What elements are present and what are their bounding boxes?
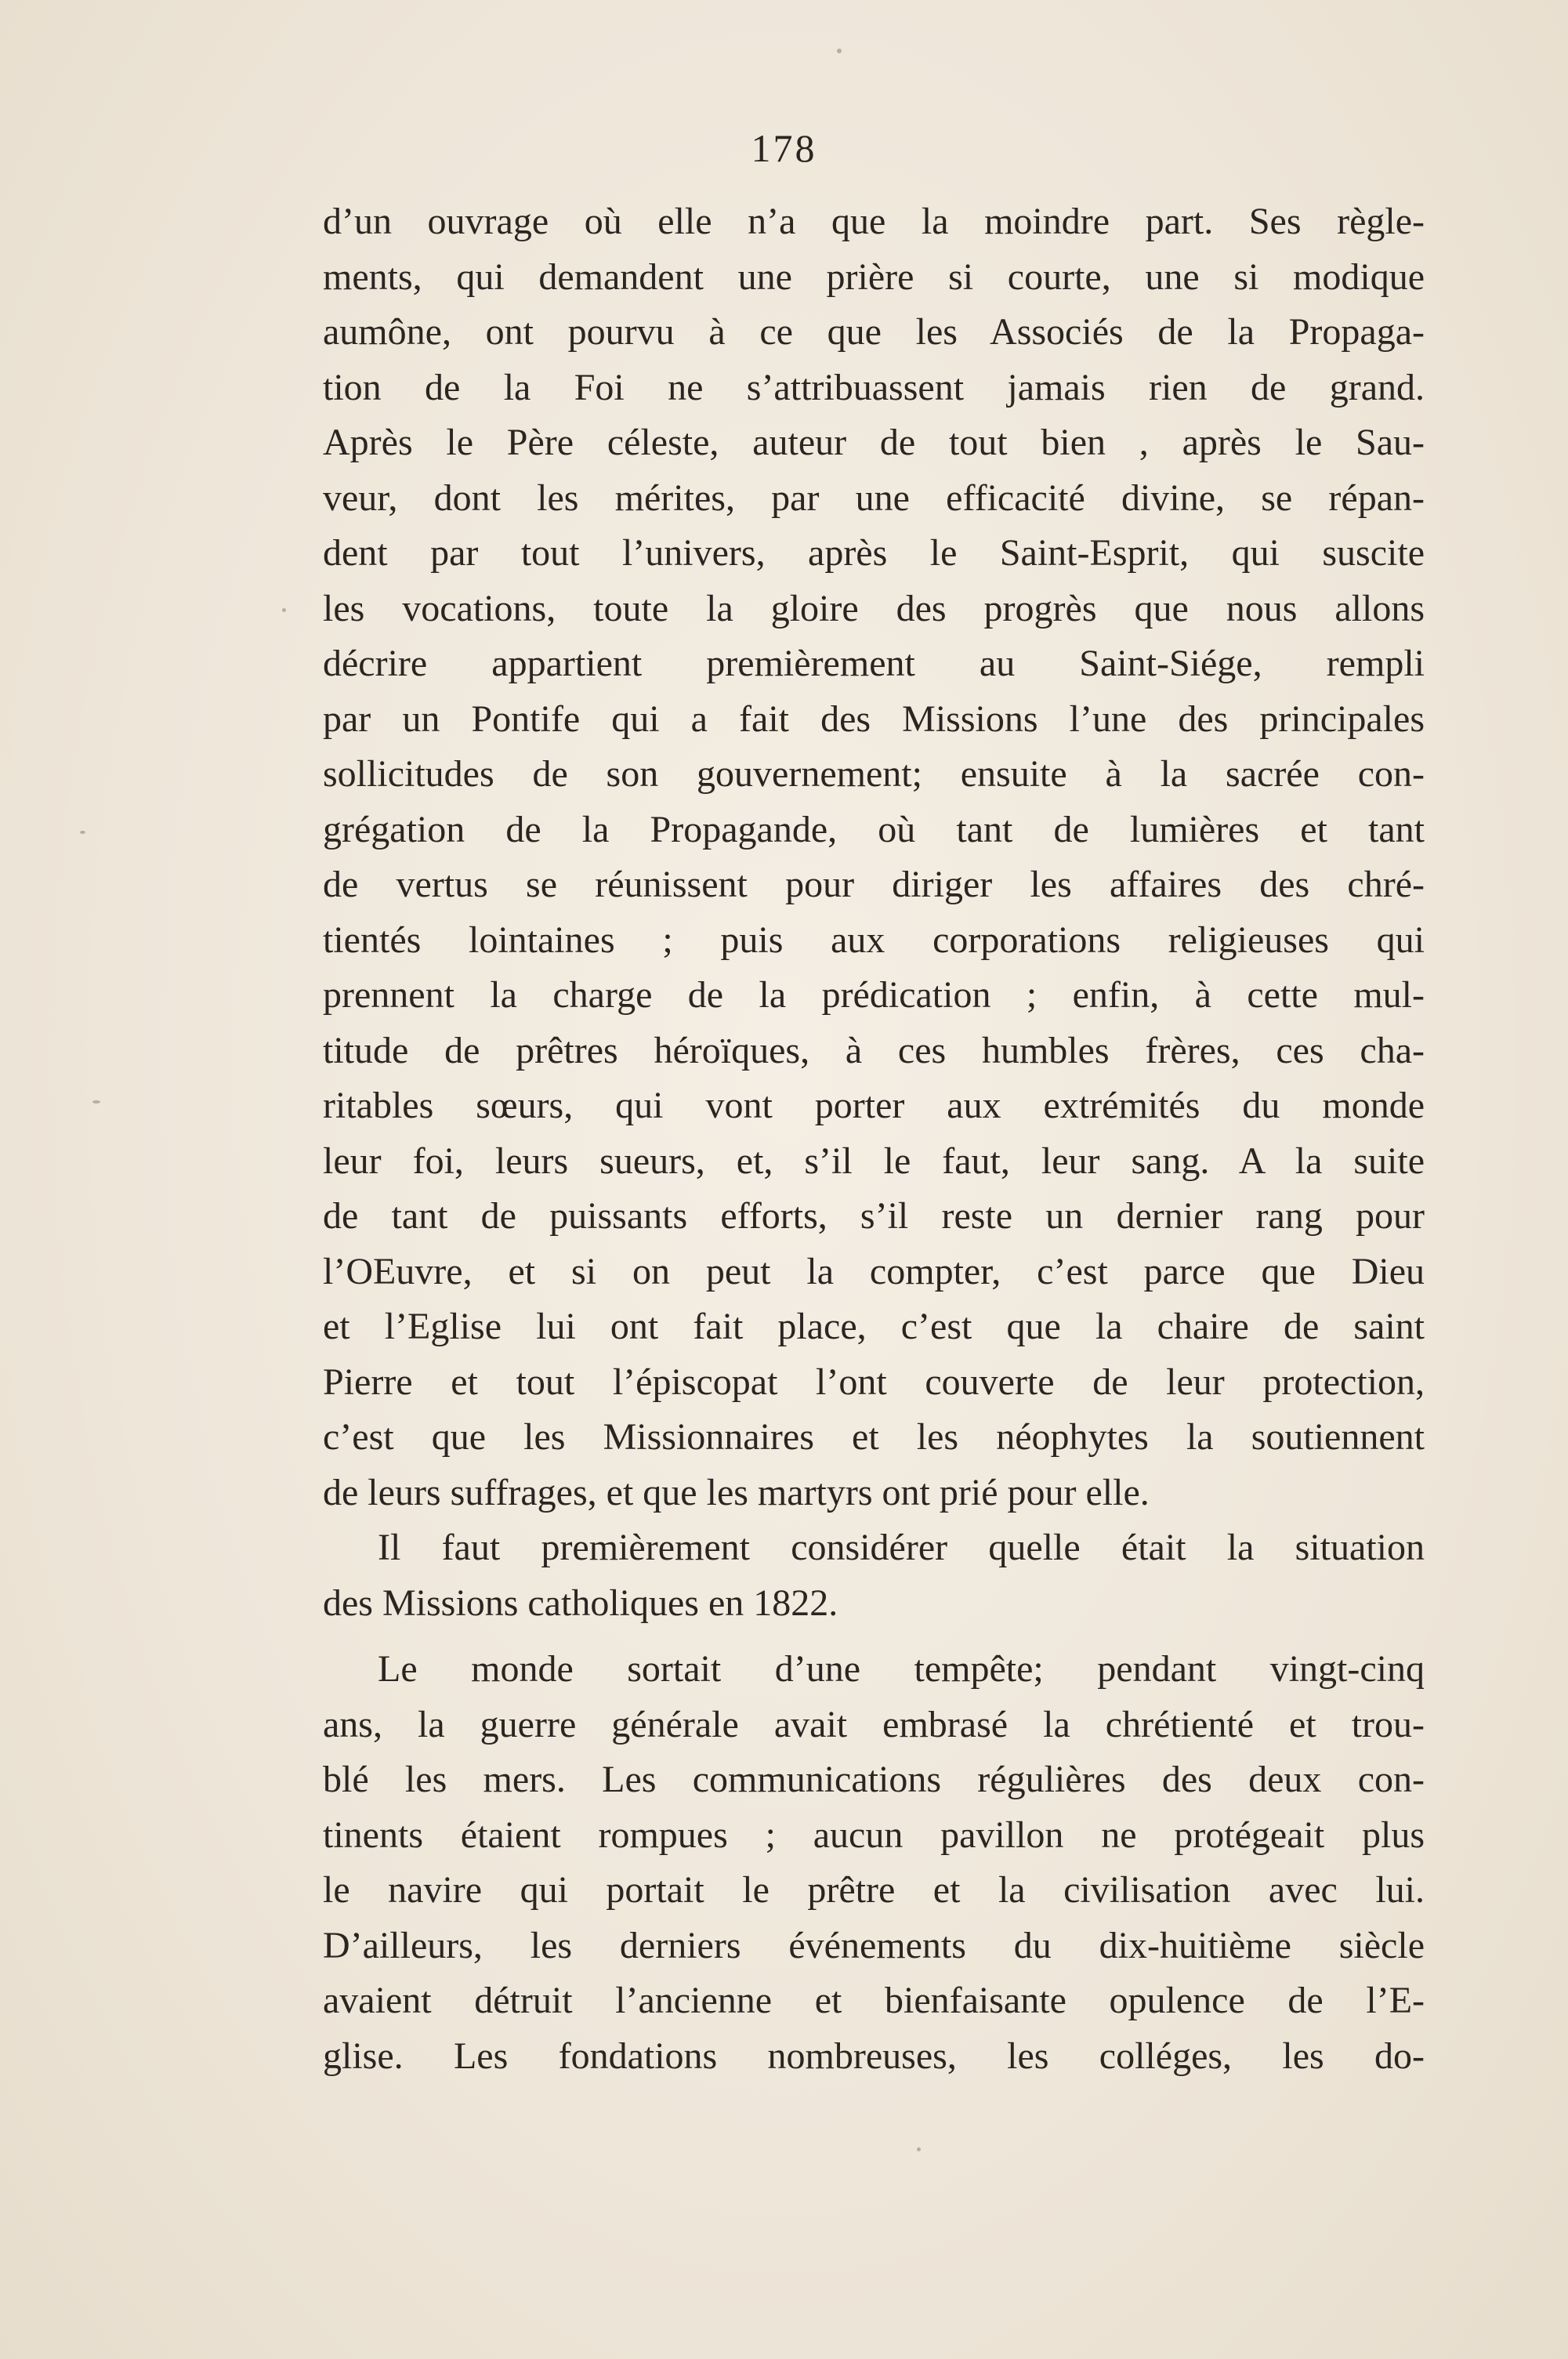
- text-line: dent par tout l’univers, après le Saint-Esprit, qui suscite: [323, 532, 1425, 574]
- text-line: ans, la guerre générale avait embrasé la chrétienté et trou-: [323, 1703, 1425, 1745]
- text-line: l’OEuvre, et si on peut la compter, c’est parce que Dieu: [323, 1250, 1425, 1292]
- text-line: D’ailleurs, les derniers événements du dix-huitième siècle: [323, 1924, 1425, 1966]
- text-line: d’un ouvrage où elle n’a que la moindre part. Ses règle-: [323, 201, 1425, 242]
- paper-speck: [837, 49, 842, 53]
- text-line: les vocations, toute la gloire des progrès que nous allons: [323, 587, 1425, 629]
- text-line: leur foi, leurs sueurs, et, s’il le faut, leur sang. A la suite: [323, 1140, 1425, 1182]
- paragraph: [323, 194, 1425, 1520]
- paper-speck: [92, 1100, 100, 1103]
- text-line: prennent la charge de la prédication ; enfin, à cette mul-: [323, 974, 1425, 1016]
- text-line: sollicitudes de son gouvernement; ensuite à la sacrée con-: [323, 753, 1425, 795]
- text-line: aumône, ont pourvu à ce que les Associés de la Propaga-: [323, 311, 1425, 353]
- paper-speck: [80, 831, 85, 834]
- text-line: de tant de puissants efforts, s’il reste un dernier rang pour: [323, 1195, 1425, 1237]
- text-line: tion de la Foi ne s’attribuassent jamais rien de grand.: [323, 366, 1425, 408]
- text-line: des Missions catholiques en 1822.: [323, 1582, 838, 1624]
- text-line: ments, qui demandent une prière si courte, une si modique: [323, 255, 1425, 298]
- text-line: le navire qui portait le prêtre et la civilisation avec lui.: [323, 1869, 1425, 1911]
- text-line: Il faut premièrement considérer quelle était la situation: [378, 1527, 1425, 1568]
- text-line: tinents étaient rompues ; aucun pavillon ne protégeait plus: [323, 1814, 1425, 1856]
- text-line: décrire appartient premièrement au Saint-Siége, rempli: [323, 643, 1425, 684]
- paragraph: [323, 1642, 1425, 2084]
- text-line: blé les mers. Les communications régulières des deux con-: [323, 1759, 1425, 1800]
- text-line: glise. Les fondations nombreuses, les colléges, les do-: [323, 2035, 1425, 2077]
- text-line: titude de prêtres héroïques, à ces humbles frères, ces cha-: [323, 1029, 1425, 1071]
- body-text: [323, 194, 1425, 2084]
- text-line: par un Pontife qui a fait des Missions l’une des principales: [323, 698, 1425, 740]
- text-line: Après le Père céleste, auteur de tout bien , après le Sau-: [323, 422, 1425, 463]
- text-line: Pierre et tout l’épiscopat l’ont couverte de leur protection,: [323, 1361, 1425, 1403]
- text-line: c’est que les Missionnaires et les néophytes la soutiennent: [323, 1416, 1425, 1458]
- paper-speck: [917, 2147, 921, 2151]
- paper-speck: [282, 608, 286, 612]
- text-line: de leurs suffrages, et que les martyrs ont prié pour elle.: [323, 1471, 1150, 1513]
- text-line: et l’Eglise lui ont fait place, c’est que la chaire de saint: [323, 1306, 1425, 1347]
- text-line: de vertus se réunissent pour diriger les affaires des chré-: [323, 864, 1425, 905]
- text-line: avaient détruit l’ancienne et bienfaisante opulence de l’E-: [323, 1980, 1425, 2021]
- text-line: tientés lointaines ; puis aux corporations religieuses qui: [323, 919, 1425, 961]
- text-line: grégation de la Propagande, où tant de lumières et tant: [323, 808, 1425, 850]
- page-number: 178: [751, 126, 817, 170]
- paragraph: [323, 1520, 1425, 1631]
- paragraph-spacer: [323, 1631, 1425, 1642]
- text-line: ritables sœurs, qui vont porter aux extrémités du monde: [323, 1085, 1425, 1126]
- text-line: veur, dont les mérites, par une efficacité divine, se répan-: [323, 477, 1425, 519]
- text-line: Le monde sortait d’une tempête; pendant vingt-cinq: [378, 1648, 1425, 1690]
